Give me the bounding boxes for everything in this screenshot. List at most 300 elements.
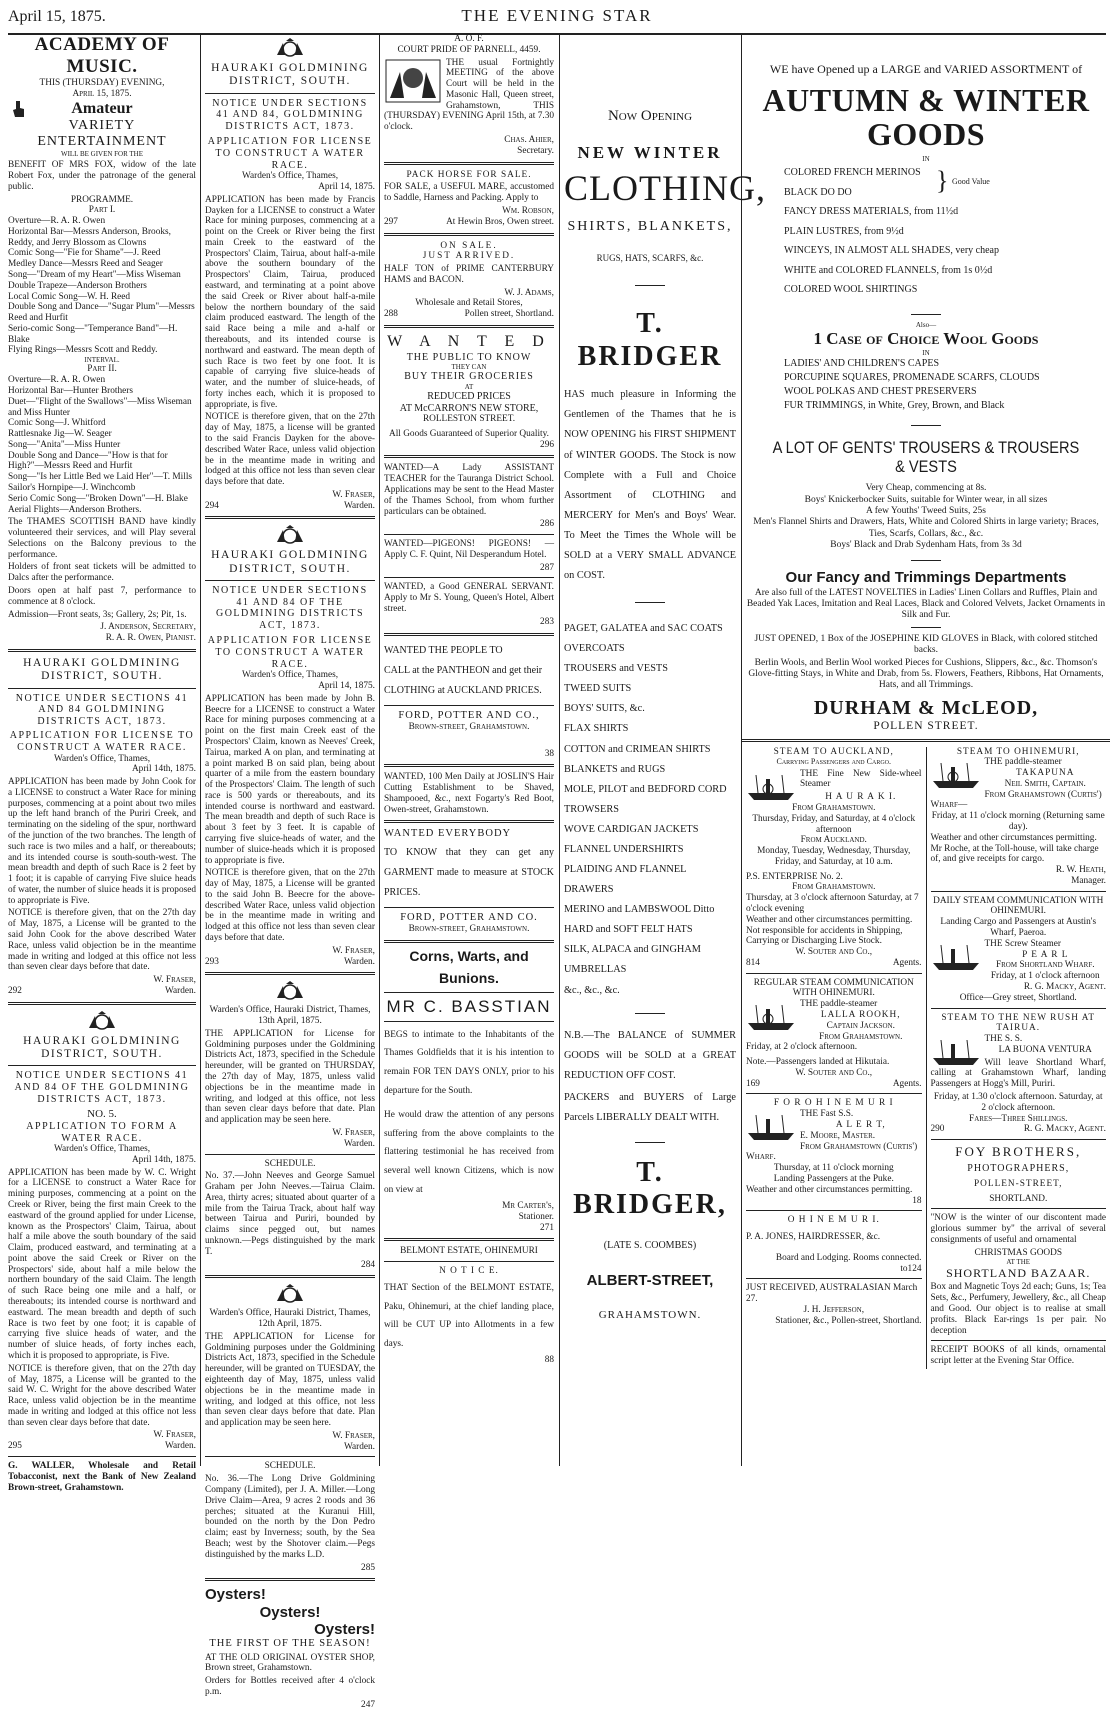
- hewin-address: At Hewin Bros, Owen street.: [446, 216, 554, 227]
- column-1: [4, 34, 200, 1493]
- bridger-body: HAS much pleasure in Informing the Gentlemen of the Thames that he is NOW OPENING his FIRST SHIPMENT of WINTER GOODS. The Stock is now Complete with a Full and Choice Assortment of CLOTHING and MERCERY for Men's and Boys' Wear. To Meet the Times the Whole will be SOLD at a VERY SMALL ADVANCE on COST.: [564, 389, 736, 582]
- takapuna-paddle: THE paddle-steamer: [984, 757, 1062, 768]
- bridger-heading-2: T. BRIDGER,: [573, 1156, 727, 1221]
- steamship-icon: [931, 1036, 981, 1068]
- section-rule: [931, 891, 1107, 892]
- holders-notice: Holders of front seat tickets will be admitted to Dalcs after the performance.: [8, 562, 196, 584]
- section-rule: [384, 162, 554, 165]
- goods-item: WINCEYS, IN ALMOST ALL SHADES, very cheap: [784, 245, 999, 257]
- heath-name: R. W. Heath,: [1055, 865, 1106, 876]
- section-rule: [384, 1238, 554, 1241]
- wardens-date-2: April 14th, 1875.: [131, 1154, 196, 1165]
- souter-agents: W. Souter and Co.,: [795, 947, 873, 958]
- buy-groceries: BUY THEIR GROCERIES: [404, 371, 534, 383]
- short-rule: [635, 602, 665, 603]
- gents-item: Boys' Black and Drab Sydenham Hats, from 3s 3d: [830, 540, 1022, 551]
- jones-hairdresser: P. A. JONES, HAIRDRESSER, &c.: [746, 1232, 881, 1243]
- from-grahamstown-2: From Grahamstown.: [792, 882, 876, 893]
- notice-heading-2: NOTICE UNDER SECTIONS 41 AND 84 OF THE GOLDMINING DISTRICTS ACT, 1873.: [212, 585, 368, 631]
- late-coombes: (LATE S. COOMBES): [603, 1239, 697, 1251]
- notice-number: NO. 5.: [87, 1108, 117, 1121]
- oysters-3: Oysters!: [314, 1621, 375, 1639]
- warden-name-2: W. Fraser,: [332, 945, 375, 956]
- adams-address: Pollen street, Shortland.: [464, 309, 554, 320]
- part-1-heading: Part I.: [88, 205, 116, 216]
- royal-crest-icon: [85, 1010, 119, 1032]
- short-rule: [911, 560, 941, 561]
- goods-item: PAGET, GALATEA and SAC COATS: [564, 623, 723, 635]
- wardens-office: Warden's Office, Thames,: [241, 171, 339, 182]
- ad-number-4: to124: [900, 1263, 922, 1274]
- programme-item: Song—"Dream of my Heart"—Miss Wiseman: [8, 270, 181, 281]
- photographers: PHOTOGRAPHERS,: [967, 1163, 1070, 1175]
- pantheon-ad: [384, 641, 554, 701]
- signature-pianist: R. A. R. Owen, Pianist.: [105, 633, 196, 644]
- bunions-heading: Bunions.: [439, 969, 499, 986]
- rolleston-street: ROLLESTON STREET.: [422, 414, 516, 425]
- regular-steam: REGULAR STEAM COMMUNICATION WITH OHINEMURI.: [753, 977, 914, 999]
- ad-number-7: 38: [544, 748, 554, 759]
- programme-item: Serio Comic Song—"Broken Down"—H. Blake: [8, 493, 188, 504]
- in-label: IN: [922, 155, 930, 164]
- programme-part-2: [8, 375, 196, 515]
- schedule-2: Friday, at 1 o'clock afternoon: [990, 971, 1100, 982]
- section-rule: [8, 1456, 196, 1457]
- gents-list: [746, 483, 1106, 551]
- wool-item: WOOL POLKAS AND CHEST PRESERVERS: [784, 385, 977, 397]
- section-rule: [205, 1275, 375, 1278]
- grey-street-office: Office—Grey street, Shortland.: [959, 992, 1077, 1003]
- goods-item: MOLE, PILOT and BEDFORD CORD TROWSERS: [564, 783, 727, 815]
- interval-label: INTERVAL.: [84, 356, 120, 365]
- shipping-right: [926, 747, 1111, 1369]
- programme-item: Horizontal Bar—Messrs Anderson, Brooks, Reddy, and Jerry Blossom as Clowns: [8, 226, 171, 248]
- section-rule: [746, 1093, 922, 1094]
- autumn-winter-heading: AUTUMN & WINTER GOODS: [762, 82, 1090, 152]
- in-label-2: IN: [922, 348, 930, 357]
- ad-number-2: 169: [746, 1078, 760, 1089]
- jefferson-name: J. H. Jefferson,: [803, 1304, 865, 1315]
- goods-item: HARD and SOFT FELT HATS: [564, 924, 693, 936]
- from-grahamstown: From Grahamstown.: [792, 802, 876, 813]
- ad-number: 814: [746, 957, 760, 968]
- short-rule: [911, 425, 941, 426]
- pantheon-line-1: WANTED THE PEOPLE TO: [384, 644, 503, 656]
- goods-item: PLAIDING AND FLANNEL DRAWERS: [564, 864, 687, 896]
- gents-item: A few Youths' Tweed Suits, 25s: [866, 505, 986, 516]
- goods-item: SILK, ALPACA and GINGHAM UMBRELLAS: [564, 944, 701, 976]
- souter-agents-2: W. Souter and Co.,: [795, 1067, 873, 1078]
- programme-item: Sailor's Hornpipe—J. Winchcomb: [8, 482, 136, 493]
- academy-title: ACADEMY OF MUSIC.: [34, 34, 170, 78]
- basstian-heading: MR C. BASSTIAN: [386, 997, 552, 1017]
- aof-heading: A. O. F.: [454, 34, 484, 44]
- foy-street: POLLEN-STREET,: [974, 1178, 1063, 1189]
- wardens-date: April 14, 1875.: [318, 182, 375, 192]
- section-rule: [8, 649, 196, 652]
- programme-item: Local Comic Song—W. H. Reed: [8, 291, 131, 302]
- goods-item: COLORED FRENCH MERINOS: [784, 167, 921, 179]
- robson-name: Wm. Robson,: [502, 205, 554, 216]
- section-rule: [384, 705, 554, 706]
- wardens-office-3: Warden's Office, Hauraki District, Thames, 13th April, 1875.: [209, 1005, 371, 1027]
- application-heading: APPLICATION FOR LICENSE TO CONSTRUCT A WATER RACE.: [9, 730, 195, 753]
- newspaper-title: THE EVENING STAR: [461, 6, 653, 25]
- section-rule: [384, 233, 554, 236]
- programme-item: Song—"Is her Little Bed we Laid Her"—T. Mills: [8, 472, 193, 483]
- schedule-1: Thursday, Friday, and Saturday, at 4 o'clock afternoon: [752, 813, 916, 835]
- basstian-testimonial: He would draw the attention of any persons suffering from the above complaints to the flattering testimonial he has received from several well known Citizens, which is now on view at: [384, 1110, 554, 1195]
- oyster-orders: Orders for Bottles received after 4 o'clock p.m.: [205, 1676, 375, 1697]
- section-rule: [384, 1021, 554, 1022]
- lalla-paddle: THE paddle-steamer: [800, 999, 878, 1010]
- pack-horse-heading: PACK HORSE FOR SALE.: [406, 169, 532, 180]
- warden-name-3: W. Fraser,: [332, 1127, 375, 1138]
- section-rule: [8, 1002, 196, 1005]
- hauraki-name: H A U R A K I.: [825, 792, 897, 803]
- belmont-heading: BELMONT ESTATE, OHINEMURI: [400, 1246, 538, 1257]
- macky-agent-2: R. G. Macky, Agent.: [1023, 1124, 1106, 1135]
- warden-role: Warden.: [165, 985, 196, 996]
- programme-heading: PROGRAMME.: [70, 194, 134, 205]
- schedule-heading-2: SCHEDULE.: [264, 1461, 316, 1472]
- steamship-icon: [931, 941, 981, 973]
- hauraki-heading: HAURAKI GOLDMINING DISTRICT, SOUTH.: [23, 656, 181, 683]
- gents-item: Very Cheap, commencing at 8s.: [865, 483, 987, 494]
- hauraki-steamer: THE Fine New Side-wheel Steamer: [800, 768, 922, 790]
- application-notice: NOTICE is therefore given, that on the 27th day of May, 1875, a License will be granted to the said John Cook for the above described Water Race, unless valid objection be in the meantime made in writing and lodged at this office not less than seven clear days before that date.: [8, 908, 196, 973]
- from-curtis-wharf: From Grahamstown (Curtis') Wharf.: [746, 1141, 918, 1163]
- wanted-teacher: WANTED—A Lady ASSISTANT TEACHER for the Tauranga District School. Applications may be sent to the Head Master of the Thames School, from whom further particulars can be obtained.: [384, 463, 554, 517]
- ad-number: 294: [205, 500, 219, 511]
- pantheon-line-3: CLOTHING at AUCKLAND PRICES.: [384, 684, 542, 696]
- shipping-left: [742, 747, 926, 1369]
- pearl-name: P E A R L: [1022, 949, 1069, 960]
- shirts-heading: SHIRTS, BLANKETS,: [567, 218, 733, 234]
- albert-street: ALBERT-STREET,: [586, 1271, 714, 1289]
- goods-item: PLAIN LUSTRES, from 9½d: [784, 225, 904, 237]
- application-notice: NOTICE is therefore given, that on the 27th day of May, 1875, a license will be granted to the said Francis Dayken for the above-described Water Race, unless valid objection be in the meantime made in writing and lodged at this office not less than seven clear days before that date.: [205, 412, 375, 488]
- signature-secretary: J. Anderson, Secretary,: [100, 622, 196, 633]
- section-rule: [931, 1008, 1107, 1009]
- ford-potter: FORD, POTTER AND CO.,: [398, 709, 540, 721]
- lalla-rookh: LALLA ROOKH,: [820, 1010, 901, 1020]
- wardens-office: Warden's Office, Thames,: [53, 753, 151, 764]
- hand-pointer-icon: [12, 100, 26, 118]
- warden-name-4: W. Fraser,: [332, 1430, 375, 1441]
- weather-note: Weather and other circumstances permitting. Mr Roche, at the Toll-house, will take charge of, and give receipts for cargo.: [930, 832, 1099, 865]
- macky-agent: R. G. Macky, Agent.: [1023, 981, 1106, 992]
- bridger-heading: T. BRIDGER: [577, 308, 723, 372]
- just-opened-gloves: JUST OPENED, 1 Box of the JOSEPHINE KID GLOVES in Black, with colored stitched backs.: [754, 633, 1098, 655]
- goods-item: FLANNEL UNDERSHIRTS: [564, 843, 684, 855]
- fancy-heading: Our Fancy and Trimmings Departments: [785, 568, 1067, 586]
- goods-item: WOVE CARDIGAN JACKETS: [564, 823, 699, 835]
- alert-name: A L E R T,: [835, 1120, 886, 1131]
- oysters-1: Oysters!: [205, 1586, 266, 1604]
- goods-item: FLAX SHIRTS: [564, 723, 629, 735]
- winter-discontent: "NOW is the winter of our discontent made glorious summer by" the arrival of several consignments of useful and ornamental: [930, 1213, 1106, 1245]
- opened-heading: WE have Opened up a LARGE and VARIED ASSORTMENT of: [769, 62, 1083, 76]
- wool-item: LADIES' AND CHILDREN'S CAPES: [784, 357, 940, 369]
- ad-number-9: 88: [544, 1355, 554, 1366]
- section-rule: [746, 1278, 922, 1279]
- ford-address: Brown-street, Grahamstown.: [408, 721, 530, 732]
- schedule-notice-2: THE APPLICATION for License for Goldmining purposes under the Goldmining Districts Act, 1873, specified in the Schedule hereunder, will be granted on TUESDAY, the eighteenth day of May, 1875, unless valid objections be in the meantime made in writing, and lodged at this office, not less than seven clear days before that date. Plan and application may be seen here.: [205, 1331, 375, 1429]
- programme-item: Rattlesnake Jig—W. Seager: [8, 429, 112, 440]
- programme-item: Serio-comic Song—"Temperance Band"—H. Blake: [8, 323, 178, 345]
- section-rule: [384, 820, 554, 823]
- section-rule: [205, 1154, 375, 1155]
- section-rule: [384, 325, 554, 328]
- programme-item: Double Trapeze—Anderson Brothers: [8, 280, 147, 291]
- benefit-text: BENEFIT OF MRS FOX, widow of the late Robert Fox, under the patronage of the general public.: [8, 160, 196, 192]
- programme-item: Comic Song—"Fie for Shame"—J. Reed: [8, 248, 161, 259]
- programme-item: Song—"Anita"—Miss Hunter: [8, 439, 121, 450]
- goods-item: &c., &c., &c.: [564, 984, 620, 996]
- just-received: JUST RECEIVED, AUSTRALASIAN March 27.: [746, 1283, 918, 1305]
- fancy-body: Are also full of the LATEST NOVELTIES in Ladies' Linen Collars and Ruffles, Plain and Beaded Yak Laces, Imitation and Real Laces, Black and Colored Velvets, Jacket Ornaments in Silk and Fur.: [746, 587, 1106, 620]
- gents-item: Men's Flannel Shirts and Drawers, Hats, White and Colored Shirts in large variety; Braces, Ties, Scarfs, Collars, &c., &c.: [753, 517, 1099, 539]
- section-rule: [931, 1208, 1107, 1209]
- goods-list: [746, 163, 1106, 300]
- goods-item: OVERCOATS: [564, 643, 625, 655]
- receipt-books: RECEIPT BOOKS of all kinds, ornamental script letter at the Evening Star Office.: [930, 1345, 1106, 1367]
- new-winter-heading: NEW WINTER: [577, 143, 723, 163]
- wool-list: [746, 357, 1106, 413]
- royal-crest-icon: [273, 980, 307, 1002]
- goods-item: BLACK DO DO: [784, 186, 852, 198]
- schedule-entry: No. 37.—John Neeves and George Samuel Graham per John Neeves.—Tairua Claim. Area, thirty acres; situated about quarter of a mile from the Tairua Track, about half way between Tairua and Puriri, bounded by claims since pegged out, but names unknown.—Pegs distinguished by the mark T.: [205, 1171, 375, 1257]
- application-body-2: APPLICATION has been made by W. C. Wright for a LICENSE to construct a Water Race for mining purposes, commencing at a point on the Creek or River, being the first main Creek to the eastward of the ground applied for under License, known as the Prospectors' Claim, Tairua, about half a mile above the south boundary of the said Claim, produced eastward, and terminating at a point above the said Creek or River on the Prospectors' side, about half a mile below the northern boundary of the said Claim. The length of such Race being one mile and a half, or thereabouts; its intended course is northward and eastward. The mean breadth and depth of such Race is two feet by one foot; it is capable of carrying five sluice heads of water, and the number of sluice heads, of forty inches each, which it is proposed to appropriate, is Five.: [8, 1167, 196, 1361]
- at-label: AT: [464, 382, 474, 391]
- board-lodging: Board and Lodging. Rooms connected.: [775, 1252, 922, 1263]
- hikutaia-note: Note.—Passengers landed at Hikutaia.: [746, 1057, 890, 1068]
- ad-number-3: 284: [361, 1259, 375, 1270]
- adams-name: W. J. Adams,: [504, 287, 554, 298]
- shipping-ads: [742, 747, 1110, 1369]
- royal-crest-icon: [273, 1283, 307, 1305]
- steamship-icon: [746, 771, 796, 803]
- mccarron-store: AT McCARRON'S NEW STORE,: [399, 402, 539, 414]
- carters-name: Mr Carter's,: [502, 1201, 554, 1212]
- ad-number-6: 283: [540, 616, 554, 627]
- wardens-office-2: Warden's Office, Thames,: [53, 1144, 151, 1155]
- neil-smith: Neil Smith, Captain.: [1004, 778, 1086, 789]
- goods-item: TROUSERS and VESTS: [564, 663, 668, 675]
- on-sale-heading: ON SALE.: [440, 240, 498, 251]
- programme-item: Duet—"Flight of the Swallows"—Miss Wiseman and Miss Hunter: [8, 396, 192, 418]
- hauraki-heading-2: HAURAKI GOLDMINING DISTRICT, SOUTH.: [23, 1034, 181, 1061]
- gents-item: Boys' Knickerbocker Suits, suitable for Winter wear, in all sizes: [804, 494, 1048, 505]
- ad-number-2: 293: [205, 956, 219, 967]
- tairua-rush: STEAM TO THE NEW RUSH AT TAIRUA.: [941, 1012, 1096, 1034]
- section-rule: [384, 534, 554, 535]
- application-heading-2: APPLICATION TO FORM A WATER RACE.: [26, 1120, 178, 1144]
- section-rule: [384, 992, 554, 993]
- academy-evening: THIS (THURSDAY) EVENING,: [39, 78, 165, 89]
- section-rule: [384, 1261, 554, 1262]
- programme-item: Double Song and Dance—"How is that for High?"—Messrs Reed and Hurfit: [8, 450, 168, 472]
- fares: Fares—Three Shillings.: [969, 1113, 1068, 1124]
- wool-item: FUR TRIMMINGS, in White, Grey, Brown, and Black: [784, 399, 1005, 411]
- section-rule: [205, 1578, 375, 1581]
- section-rule: [384, 577, 554, 578]
- pollen-street: POLLEN STREET.: [873, 720, 979, 733]
- section-rule: [384, 764, 554, 767]
- takapuna-name: TAKAPUNA: [1016, 768, 1075, 779]
- schedule-4: Friday, at 2 o'clock afternoon.: [746, 1042, 858, 1053]
- ad-number: 297: [384, 216, 398, 227]
- wanted-servant: WANTED, a Good GENERAL SERVANT. Apply to Mr S. Young, Queen's Hotel, Albert street.: [384, 582, 554, 615]
- schedule-notice: THE APPLICATION for License for Goldmining purposes under the Goldmining Districts Act, 1873, specified in the Schedule hereunder, will be granted on THURSDAY, the 27th day of May, 1875, unless valid objections be in the meantime made in writing, and lodged at this office, not less than seven clear days before that date. Plan and application may be seen here.: [205, 1028, 375, 1126]
- section-rule: [931, 1139, 1107, 1140]
- application-notice-2: NOTICE is therefore given, that on the 27th day of May, 1875, a License will be granted to the said John B. Beecre for the above-described Water Race, unless valid objection be in the meantime made in writing and lodged at this office not less than seven clear days before that date.: [205, 868, 375, 943]
- application-body: APPLICATION has been made by John Cook for a LICENSE to construct a Water Race for mining purposes, commencing at a point about two miles up the left hand branch of the Puriri Creek, and terminating on the sideling of the spur, northward of the junction of the two branches. The length of such race is two miles and a half, or thereabouts; and its intended course is south-south-west. The mean breadth and depth of such Race is 2 feet by 1 foot; it is capable of carrying Five sluice heads of water, the number of sluice heads it is proposed to appropriate is Five.: [8, 777, 196, 906]
- foy-shortland: SHORTLAND.: [989, 1193, 1048, 1204]
- from-grahamstown-3: From Grahamstown.: [819, 1031, 903, 1042]
- also-label: Also—: [915, 320, 937, 329]
- ad-number: 292: [8, 985, 22, 996]
- ss-label: THE S. S.: [984, 1034, 1023, 1045]
- captain-jackson: Captain Jackson.: [826, 1020, 895, 1031]
- goods-list: [564, 619, 736, 1000]
- application-body: APPLICATION has been made by Francis Dayken for a LICENSE to construct a Water Race for mining purposes, commencing at a point on the Creek or River being the first main Creek to the eastward of the Prospectors' Claim, Tairua, about half-a-mile above the southern boundary of the Prospectors' Claim, Tairua, produced eastward, and terminating at a point above the said Creek or River about half-a-mile below the northern boundary of the said claim produced eastward. The length of the said Race being a mile and a-half or thereabouts, and its intended course is northward and eastward. The mean depth of such Race is two feet by one foot. It is capable of carrying five sluice-heads of water, and the number of sluice-heads, of forty inches each, which it is proposed to appropriate, is five.: [205, 194, 375, 410]
- nb-notice: N.B.—The BALANCE of SUMMER GOODS will be SOLD at a GREAT REDUCTION OFF COST.: [564, 1029, 736, 1081]
- band-notice: The THAMES SCOTTISH BAND have kindly volunteered their services, and will Play several Selections on the Balcony previous to the performance.: [8, 517, 196, 560]
- court-meeting: THE usual Fortnightly MEETING of the above Court will be held in the Masonic Hall, Queen street, Grahamstown, THIS (THURSDAY) EVENING April 15th, at 7.30 o'clock.: [384, 57, 554, 133]
- now-opening: Now Opening: [607, 108, 693, 124]
- goods-item: FANCY DRESS MATERIALS, from 11½d: [784, 206, 959, 218]
- from-curtis-wharf: From Grahamstown (Curtis') Wharf—: [930, 789, 1102, 811]
- wool-goods-heading: 1 Case of Choice Wool Goods: [813, 328, 1039, 348]
- short-rule: [635, 1013, 665, 1014]
- wanted-pigeons: WANTED—PIGEONS! PIGEONS! — Apply C. F. Quint, Nil Desperandum Hotel.: [384, 539, 554, 560]
- schedule-3: Friday, at 1.30 o'clock afternoon. Saturday, at 2 o'clock afternoon.: [933, 1091, 1103, 1113]
- shortland-departure: Will leave Shortland Wharf, calling at Grahamstown Wharf, landing Passengers at Hogg's Mill, Puriri.: [930, 1057, 1106, 1090]
- goods-item: MERINO and LAMBSWOOL Ditto: [564, 904, 715, 916]
- steamship-icon: [931, 759, 981, 791]
- durham-mcleod: DURHAM & McLEOD,: [813, 697, 1039, 720]
- agents-label: Agents.: [892, 957, 922, 968]
- section-rule: [742, 739, 1110, 742]
- pantheon-line-2: CALL at the PANTHEON and get their: [384, 664, 543, 676]
- ad-number-3: 296: [540, 439, 554, 450]
- section-rule: [8, 1065, 196, 1066]
- programme-item: Medley Dance—Messrs Reed and Seager: [8, 259, 163, 270]
- packers-notice: PACKERS and BUYERS of Large Parcels LIBERALLY DEALT WITH.: [564, 1091, 736, 1123]
- programme-item: Aerial Flights—Anderson Brothers.: [8, 504, 142, 515]
- they-can: THEY CAN: [451, 363, 487, 372]
- programme-item: Overture—R. A. R. Owen: [8, 375, 106, 386]
- ad-number: 290: [930, 1124, 945, 1135]
- doors-notice: Doors open at half past 7, performance to commence at 8 o'clock.: [8, 586, 196, 607]
- section-rule: [384, 940, 554, 943]
- ad-number-2: 295: [8, 1441, 22, 1452]
- part-2-heading: Part II.: [87, 364, 117, 375]
- agents-label-2: Agents.: [892, 1078, 922, 1089]
- application-heading-2: APPLICATION FOR LICENSE TO CONSTRUCT A WATER RACE.: [207, 635, 373, 670]
- jefferson-address: Stationer, &c., Pollen-street, Shortland.: [775, 1315, 922, 1326]
- shortland-bazaar: SHORTLAND BAZAAR.: [946, 1265, 1091, 1280]
- brace-icon: }: [936, 166, 949, 196]
- just-arrived-heading: JUST ARRIVED.: [422, 251, 516, 262]
- ad-number-4: 285: [361, 1562, 375, 1573]
- section-rule: [205, 972, 375, 975]
- goods-item: COTTON and CRIMEAN SHIRTS: [564, 743, 711, 755]
- schedule-2: Monday, Tuesday, Wednesday, Thursday, Friday, and Saturday, at 10 a.m.: [757, 846, 911, 867]
- ford-potter-2: FORD, POTTER AND CO.: [400, 911, 538, 923]
- puke-landing: Landing Passengers at the Puke.: [773, 1173, 894, 1184]
- public-to-know: THE PUBLIC TO KNOW: [406, 351, 532, 363]
- short-rule: [635, 1142, 665, 1143]
- ohinemuri-heading: O H I N E M U R I.: [787, 1215, 880, 1226]
- basstian-body: BEGS to intimate to the Inhabitants of the Thames Goldfields that it is his intention to remain FOR TEN DAYS ONLY, prior to his departure for the South.: [384, 1029, 554, 1096]
- section-rule: [384, 907, 554, 908]
- section-rule: [384, 633, 554, 636]
- admission-notice: Admission—Front seats, 3s; Gallery, 2s; Pit, 1s.: [8, 609, 187, 620]
- responsibility-note: Not responsible for accidents in Shipping, Carrying or Discharging Live Stock.: [746, 925, 903, 947]
- goods-item: WHITE and COLORED FLANNELS, from 1s 0½d: [784, 264, 993, 276]
- variety-heading: VARIETY ENTERTAINMENT: [37, 117, 167, 149]
- steam-auckland: STEAM TO AUCKLAND,: [773, 746, 894, 757]
- ford-address-2: Brown-street, Grahamstown.: [408, 923, 530, 934]
- goods-item: COLORED WOOL SHIRTINGS: [784, 284, 918, 296]
- programme-item: Overture—R. A. R. Owen: [8, 216, 106, 227]
- schedule-entry-2: No. 36.—The Long Drive Goldmining Company (Limited), per J. A. Miller.—Long Drive Claim—Area, 9 acres 2 roods and 36 perches; situated at the Kuranui Hill, bounded on the north by the Don Pedro claim; east by Inverness; south, by the Sea Beach; west by the Shotover claim.—Pegs distinguished by the marks L.D.: [205, 1474, 375, 1560]
- warden-name: W. Fraser,: [332, 489, 375, 500]
- notice-heading: N O T I C E.: [439, 1266, 499, 1277]
- hams-bacon: HALF TON of PRIME CANTERBURY HAMS and BACON.: [384, 264, 554, 285]
- oyster-shop: AT THE OLD ORIGINAL OYSTER SHOP, Brown street, Grahamstown.: [205, 1652, 375, 1674]
- manager-label: Manager.: [1071, 875, 1106, 886]
- column-2: [201, 34, 379, 1710]
- warden-role: Warden.: [344, 500, 375, 511]
- application-body-2: APPLICATION has been made by John B. Beecre for a LICENSE to construct a Water Race for mining purposes commencing at a point on the first main Creek east of the Prospectors' Claim, known as Neeves' Creek, Tairua, marked A on plan, and terminating at a point marked B on said plan, being about quarter of a mile from the eastern boundary of the Prospectors' Claim. The length of such race is 500 yards or thereabouts, and its intended course is northward and eastward. The mean breadth and depth of such Race is about 3 feet by 3 feet. It is capable of carrying five sluice-heads of water, and the number of sluice-heads which it is proposed to appropriate is five.: [205, 693, 375, 866]
- will-be-given: WILL BE GIVEN FOR THE: [60, 150, 144, 159]
- goods-item: BLANKETS and RUGS: [564, 763, 666, 775]
- schedule-5: Thursday, at 11 o'clock morning: [773, 1163, 894, 1174]
- notice-heading: NOTICE UNDER SECTIONS 41 AND 84 GOLDMINING DISTRICTS ACT, 1873.: [15, 692, 189, 727]
- steamship-icon: [746, 1111, 796, 1143]
- programme-item: Flying Rings—Messrs Scott and Reddy.: [8, 345, 158, 356]
- ad-number-5: 287: [540, 562, 554, 573]
- programme-item: Double Song and Dance—"Sugar Plum"—Messrs Reed and Hurfit: [8, 302, 195, 324]
- section-rule: [384, 455, 554, 458]
- steamship-icon: [746, 1001, 796, 1033]
- oysters-2: Oysters!: [259, 1603, 321, 1621]
- good-value: Good Value: [952, 177, 990, 187]
- section-rule: [205, 580, 375, 581]
- christmas-goods: CHRISTMAS GOODS: [974, 1247, 1063, 1258]
- first-of-season: THE FIRST OF THE SEASON!: [209, 1638, 371, 1650]
- wardens-office-4: Warden's Office, Hauraki District, Thames, 12th April, 1875.: [209, 1308, 371, 1330]
- adams-stores: Wholesale and Retail Stores,: [415, 298, 523, 309]
- royal-crest-icon: [273, 524, 307, 546]
- hauraki-heading-2: HAURAKI GOLDMINING DISTRICT, SOUTH.: [211, 549, 369, 575]
- warden-role-2: Warden.: [165, 1441, 196, 1452]
- rugs-heading: RUGS, HATS, SCARFS, &c.: [596, 252, 704, 263]
- notice-heading-2: NOTICE UNDER SECTIONS 41 AND 84 OF THE GOLDMINING DISTRICTS ACT, 1873.: [14, 1070, 190, 1105]
- clothing-heading: CLOTHING,: [564, 168, 766, 209]
- application-heading: APPLICATION FOR LICENSE TO CONSTRUCT A WATER RACE.: [207, 136, 373, 171]
- foy-brothers: FOY BROTHERS,: [955, 1144, 1082, 1160]
- waller-ad: G. WALLER, Wholesale and Retail Tobacconist, next the Bank of New Zealand Brown-street, Grahamstown.: [8, 1460, 196, 1493]
- column-3: [380, 34, 558, 1466]
- screw-steamer: THE Screw Steamer: [984, 938, 1061, 949]
- buona-ventura: LA BUONA VENTURA: [998, 1044, 1092, 1055]
- steam-ohinemuri: STEAM TO OHINEMURI,: [956, 746, 1080, 757]
